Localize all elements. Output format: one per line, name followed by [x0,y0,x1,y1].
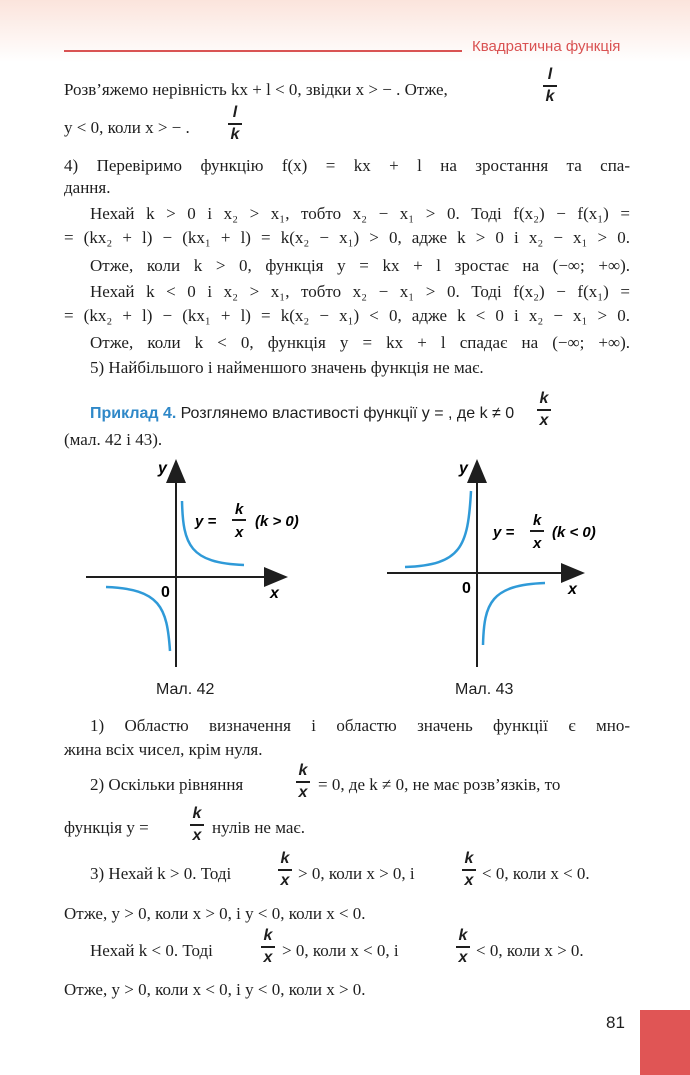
fraction-k-over-x-p2 [296,762,310,802]
formula-condition: (k < 0) [552,524,596,541]
fraction-numerator: k [464,850,474,867]
caption-figure-43: Мал. 43 [455,681,514,698]
example4-line1 [90,403,514,424]
prop3-line1a: 3) Нехай k > 0. Тоді [90,864,232,883]
fraction-denominator: k [230,126,240,143]
fraction-bar [462,869,476,871]
prop2-line2b: нулів не має. [212,818,305,837]
fraction-numerator: k [263,927,273,944]
fraction-bar [456,946,470,948]
header-title: Квадратична функція [472,38,621,55]
fraction-denominator: x [298,784,308,801]
y-axis-label: y [459,460,468,477]
page-corner-tab [640,1010,690,1075]
fraction-denominator: k [545,88,555,105]
paragraph1-line2: y < 0, коли x > − . [64,118,190,137]
fraction-k-over-x-p3a [278,850,292,890]
formula-lhs: y = [195,513,217,530]
item4-line1: 4) Перевіримо функцію f(x) = kx + l на зростання та спа- [64,156,630,175]
fraction-bar [228,123,242,125]
fraction-bar [296,781,310,783]
prop4-line2: Отже, y > 0, коли x < 0, і y < 0, коли x > 0. [64,980,366,999]
fraction-denominator: x [464,872,474,889]
formula-denominator: x [235,524,244,541]
fraction-k-over-x-p3b [462,850,476,890]
item4-line3: Нехай k > 0 і x₂ > x₁, тобто x₂ − x₁ > 0. Тоді f(x₂) − f(x₁) = [90,204,630,223]
prop3-line1c: < 0, коли x < 0. [482,864,590,883]
fraction-l-over-k [543,66,557,106]
formula-numerator: k [235,501,244,518]
prop3-line2: Отже, y > 0, коли x > 0, і y < 0, коли x < 0. [64,904,366,923]
prop4-line1c: < 0, коли x > 0. [476,941,584,960]
example4-line2: (мал. 42 і 43). [64,430,163,449]
fraction-bar [537,409,551,411]
fraction-k-over-x-p2b [190,805,204,845]
example-label: Приклад 4. [90,405,177,422]
item5-line1: 5) Найбільшого і найменшого значень функція не має. [90,358,484,377]
formula-condition: (k > 0) [255,513,299,530]
x-axis-label: x [568,581,577,598]
fraction-denominator: x [539,412,549,429]
y-axis-label: y [158,460,167,477]
prop1-line1: 1) Областю визначення і областю значень функції є мно- [90,716,630,735]
fraction-numerator: k [458,927,468,944]
caption-figure-42: Мал. 42 [156,681,215,698]
prop2-line2a: функція y = [64,818,149,837]
prop4-line1a: Нехай k < 0. Тоді [90,941,213,960]
item4-line4: = (kx₂ + l) − (kx₁ + l) = k(x₂ − x₁) > 0, адже k > 0 і x₂ − x₁ > 0. [64,228,630,247]
formula-numerator: k [533,512,542,529]
fraction-k-over-x-p4b [456,927,470,967]
fraction-numerator: k [192,805,202,822]
hyperbola-branch-q4 [483,583,545,645]
item4-line6: Нехай k < 0 і x₂ > x₁, тобто x₂ − x₁ > 0. Тоді f(x₂) − f(x₁) = [90,282,630,301]
fraction-l-over-k-2 [228,104,242,144]
prop3-line1b: > 0, коли x > 0, і [298,864,415,883]
fraction-numerator: l [547,66,553,83]
fraction-numerator: k [298,762,308,779]
paragraph1-line1: Розв’яжемо нерівність kx + l < 0, звідки x > − . Отже, [64,80,448,99]
fraction-bar [278,869,292,871]
item4-line2: дання. [64,178,111,197]
item4-line7: = (kx₂ + l) − (kx₁ + l) = k(x₂ − x₁) < 0, адже k < 0 і x₂ − x₁ > 0. [64,306,630,325]
example-text: Розглянемо властивості функції y = , де k ≠ 0 [180,405,515,422]
figure-42 [84,455,299,670]
origin-label: 0 [462,580,471,597]
fraction-denominator: x [263,949,273,966]
prop2-line1b: = 0, де k ≠ 0, не має розв’язків, то [318,775,561,794]
formula-denominator: x [533,535,542,552]
fraction-bar [543,85,557,87]
fraction-k-over-x [537,390,551,430]
fraction-numerator: l [232,104,238,121]
page-number: 81 [606,1013,625,1032]
x-axis-label: x [270,585,279,602]
item4-line5: Отже, коли k > 0, функція y = kx + l зростає на (−∞; +∞). [90,256,630,275]
fraction-denominator: x [458,949,468,966]
prop1-line2: жина всіх чисел, крім нуля. [64,740,263,759]
fraction-bar [190,824,204,826]
fraction-denominator: x [280,872,290,889]
fraction-k-over-x-p4a [261,927,275,967]
fraction-numerator: k [539,390,549,407]
fraction-denominator: x [192,827,202,844]
prop4-line1b: > 0, коли x < 0, і [282,941,399,960]
hyperbola-branch-q2 [405,491,471,567]
origin-label: 0 [161,584,170,601]
figure-43 [385,455,595,670]
item4-line8: Отже, коли k < 0, функція y = kx + l спадає на (−∞; +∞). [90,333,630,352]
formula-lhs: y = [493,524,515,541]
fraction-numerator: k [280,850,290,867]
header-rule [64,50,462,52]
prop2-line1a: 2) Оскільки рівняння [90,775,244,794]
fraction-bar [261,946,275,948]
